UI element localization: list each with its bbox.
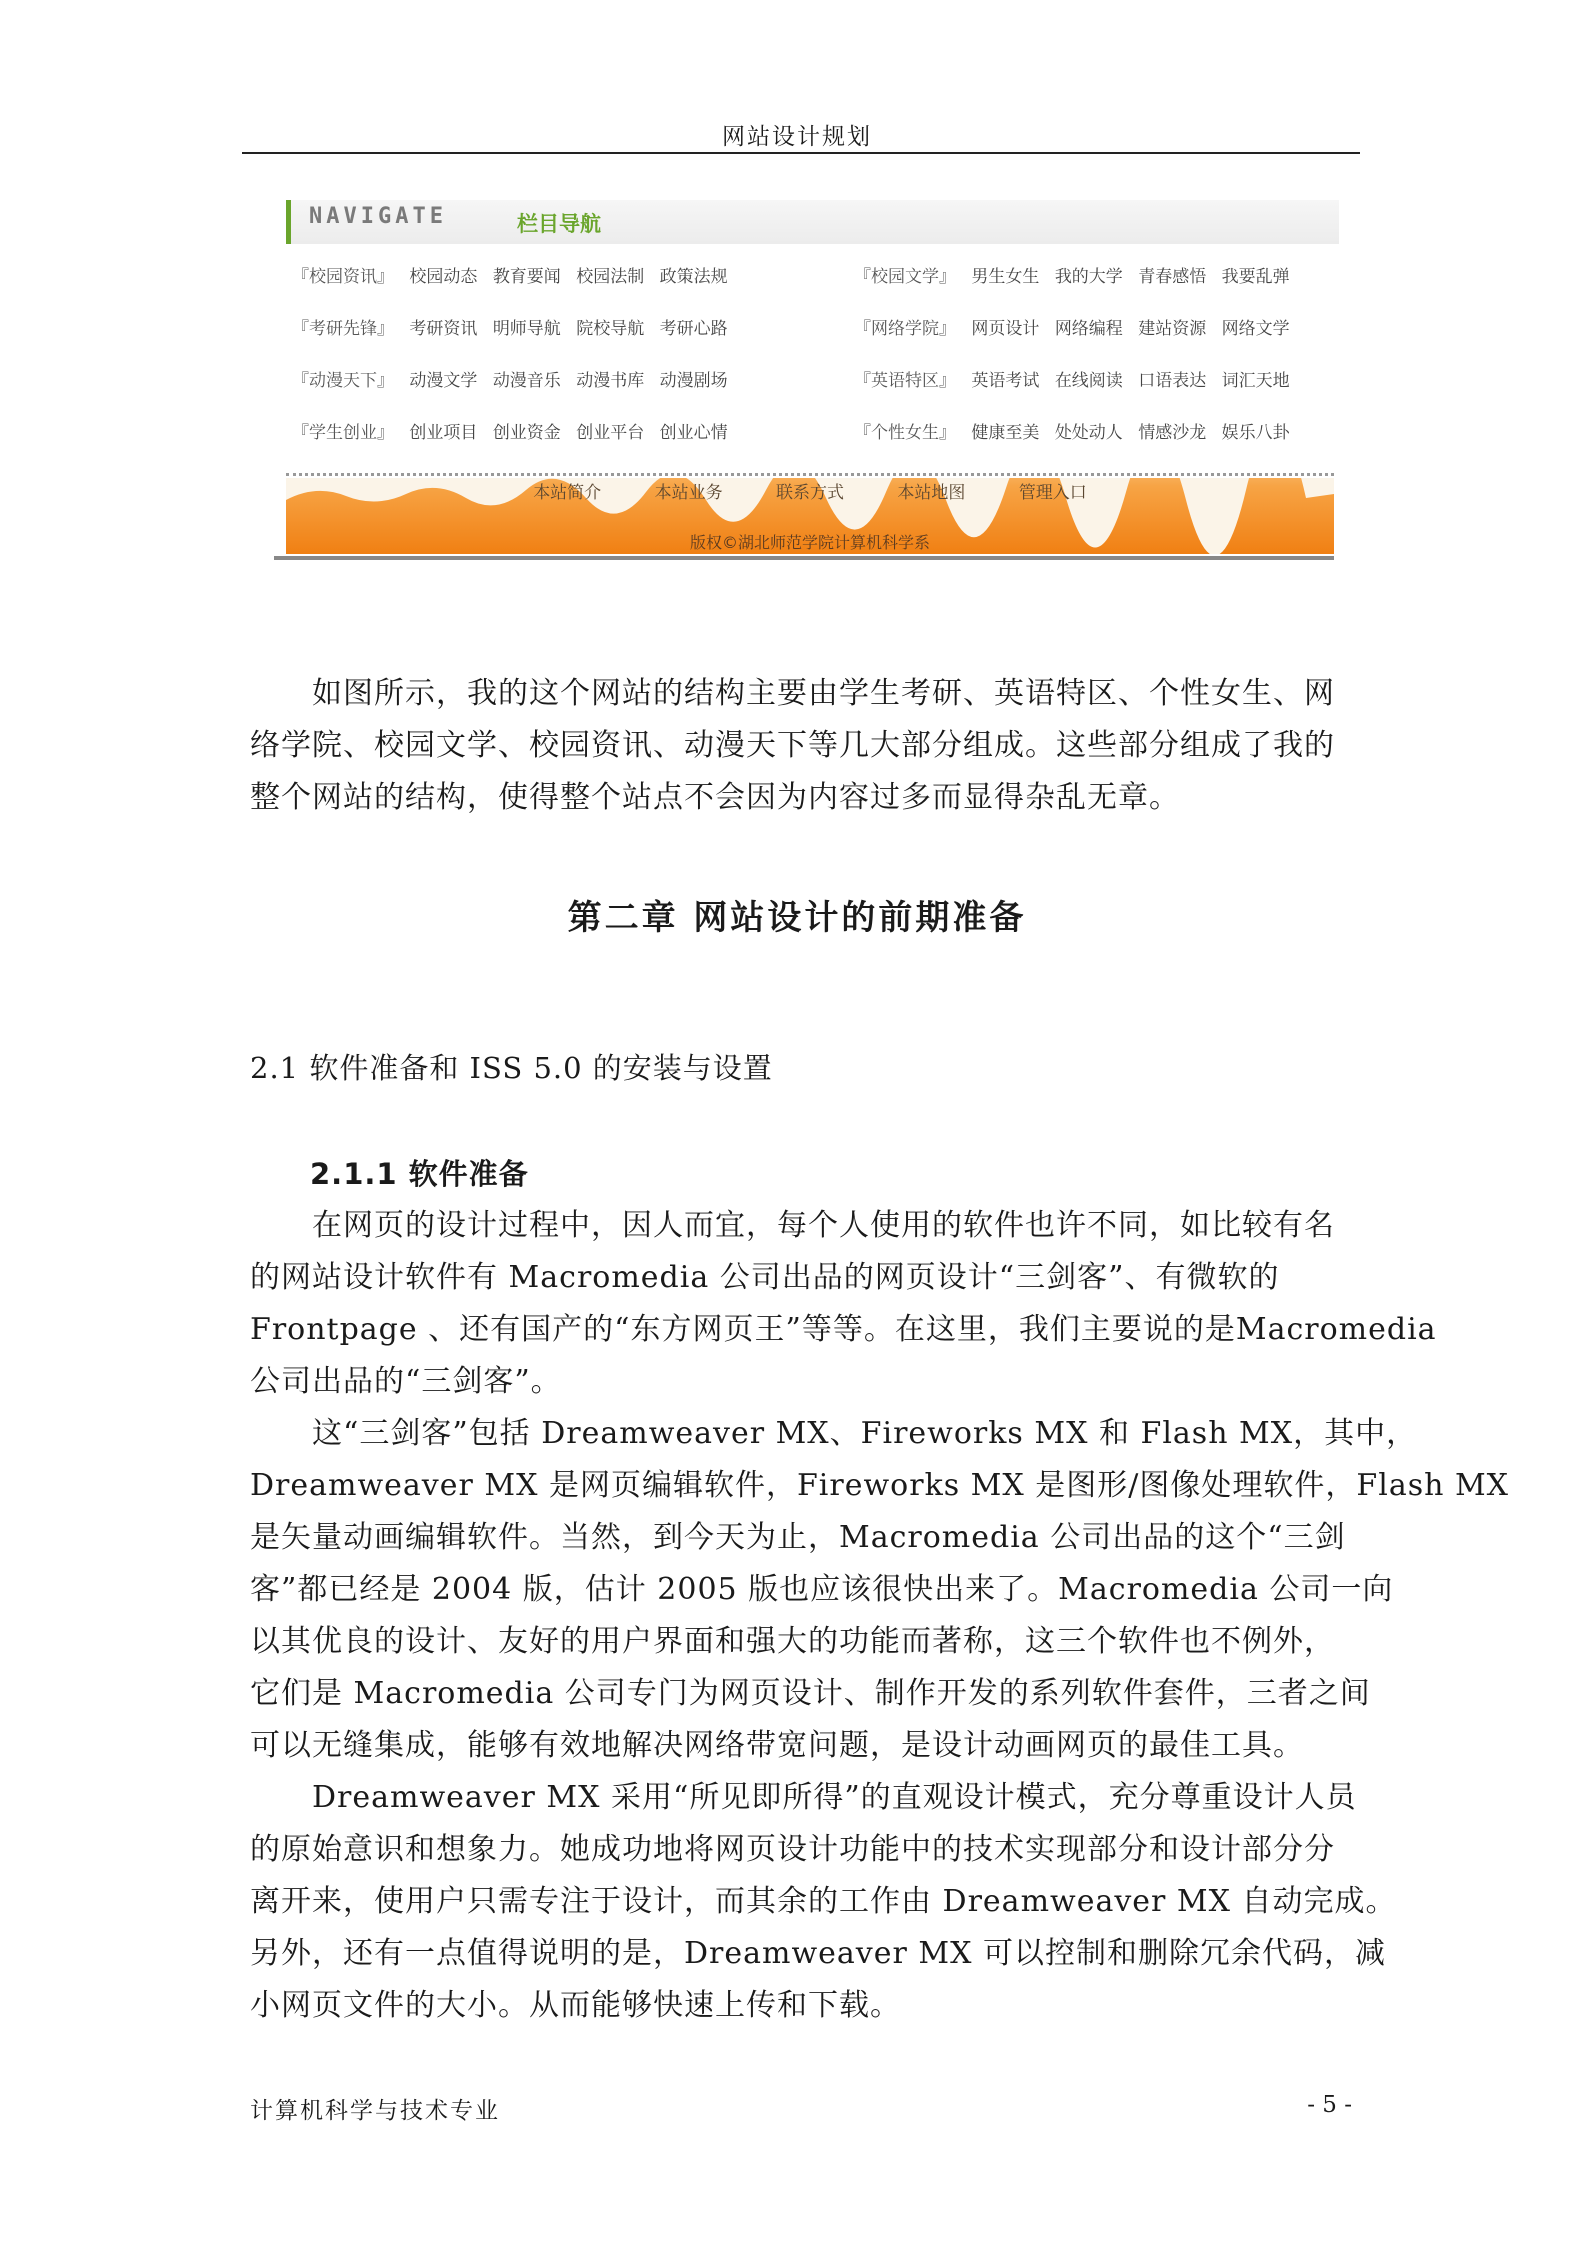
nav-link[interactable]: 健康至美 (971, 423, 1040, 443)
nav-link[interactable]: 网页设计 (971, 319, 1040, 339)
nav-row (292, 314, 738, 339)
footer-link-contact[interactable]: 联系方式 (776, 483, 844, 503)
nav-row (854, 262, 1300, 287)
nav-title-bar (286, 200, 1339, 244)
nav-link[interactable]: 情感沙龙 (1138, 423, 1207, 443)
nav-link[interactable]: 教育要闻 (492, 267, 561, 287)
nav-link[interactable]: 处处动人 (1054, 423, 1123, 443)
nav-category: 『学生创业』 (292, 423, 394, 443)
nav-link[interactable]: 校园动态 (409, 267, 478, 287)
text-line: 公司出品的“三剑客”。 (250, 1364, 562, 1399)
section-title: 2.1 软件准备和 ISS 5.0 的安装与设置 (250, 1051, 773, 1085)
footer-department: 计算机科学与技术专业 (250, 2098, 500, 2124)
nav-link[interactable]: 考研心路 (659, 319, 728, 339)
nav-category: 『英语特区』 (854, 371, 956, 391)
nav-link[interactable]: 创业平台 (576, 423, 645, 443)
nav-link[interactable]: 院校导航 (576, 319, 645, 339)
nav-link[interactable]: 英语考试 (971, 371, 1040, 391)
text-line: Frontpage 、还有国产的“东方网页王”等等。在这里，我们主要说的是Macromedia (250, 1312, 1437, 1347)
nav-row (292, 418, 738, 443)
nav-row (292, 262, 738, 287)
nav-link[interactable]: 娱乐八卦 (1221, 423, 1290, 443)
nav-link[interactable]: 创业资金 (492, 423, 561, 443)
nav-link[interactable]: 创业项目 (409, 423, 478, 443)
text-line: 小网页文件的大小。从而能够快速上传和下载。 (250, 1988, 901, 2023)
text-line: 整个网站的结构，使得整个站点不会因为内容过多而显得杂乱无章。 (250, 780, 1180, 815)
nav-link[interactable]: 考研资讯 (409, 319, 478, 339)
nav-link[interactable]: 在线阅读 (1054, 371, 1123, 391)
text-line: Dreamweaver MX 是网页编辑软件，Fireworks MX 是图形/图像处理软件，Flash MX (250, 1468, 1510, 1503)
text-line: 离开来，使用户只需专注于设计，而其余的工作由 Dreamweaver MX 自动完成。 (250, 1884, 1397, 1919)
nav-link[interactable]: 动漫文学 (409, 371, 478, 391)
text-line: 在网页的设计过程中，因人而宜，每个人使用的软件也许不同，如比较有名 (250, 1208, 1335, 1243)
nav-link[interactable]: 我要乱弹 (1221, 267, 1290, 287)
text-line: 的网站设计软件有 Macromedia 公司出品的网页设计“三剑客”、有微软的 (250, 1260, 1280, 1295)
nav-row (854, 314, 1300, 339)
copyright-text: 版权©湖北师范学院计算机科学系 (689, 533, 930, 552)
running-header: 网站设计规划 (722, 124, 872, 150)
figure-bottom-rule (274, 556, 1334, 560)
nav-category: 『校园文学』 (854, 267, 956, 287)
nav-link[interactable]: 网络文学 (1221, 319, 1290, 339)
footer-link-about[interactable]: 本站简介 (533, 483, 602, 503)
subsection-title: 2.1.1 软件准备 (310, 1157, 529, 1191)
text-line: 这“三剑客”包括 Dreamweaver MX、Fireworks MX 和 Flash MX，其中， (250, 1416, 1418, 1451)
nav-link[interactable]: 我的大学 (1054, 267, 1123, 287)
nav-row (854, 366, 1300, 391)
intro-paragraph (250, 668, 1335, 824)
dotted-divider (286, 473, 1334, 476)
nav-footer-banner (286, 478, 1334, 554)
text-line: 另外，还有一点值得说明的是，Dreamweaver MX 可以控制和删除冗余代码，减 (250, 1936, 1386, 1971)
text-line: 以其优良的设计、友好的用户界面和强大的功能而著称，这三个软件也不例外， (250, 1624, 1335, 1659)
nav-link[interactable]: 口语表达 (1138, 371, 1207, 391)
nav-link[interactable]: 男生女生 (971, 267, 1040, 287)
body-text (250, 1200, 1509, 2032)
nav-link[interactable]: 青春感悟 (1138, 267, 1207, 287)
text-line: 络学院、校园文学、校园资讯、动漫天下等几大部分组成。这些部分组成了我的 (250, 728, 1335, 763)
chapter-title: 第二章 网站设计的前期准备 (567, 898, 1027, 938)
nav-row (854, 418, 1300, 443)
navigate-logo: NAVIGATE (309, 204, 447, 229)
text-line: 如图所示，我的这个网站的结构主要由学生考研、英语特区、个性女生、网 (250, 676, 1335, 711)
page-number: - 5 - (1307, 2092, 1352, 2118)
nav-link[interactable]: 明师导航 (492, 319, 561, 339)
nav-row (292, 366, 738, 391)
nav-category: 『校园资讯』 (292, 267, 394, 287)
nav-link[interactable]: 校园法制 (576, 267, 645, 287)
footer-link-business[interactable]: 本站业务 (654, 483, 723, 503)
footer-link-admin[interactable]: 管理入口 (1018, 483, 1087, 503)
nav-link[interactable]: 动漫书库 (576, 371, 645, 391)
text-line: Dreamweaver MX 采用“所见即所得”的直观设计模式，充分尊重设计人员 (250, 1780, 1357, 1815)
nav-link[interactable]: 动漫剧场 (659, 371, 728, 391)
text-line: 可以无缝集成，能够有效地解决网络带宽问题，是设计动画网页的最佳工具。 (250, 1728, 1304, 1763)
nav-category: 『网络学院』 (854, 319, 956, 339)
nav-title: 栏目导航 (517, 212, 601, 236)
navigation-figure (274, 198, 1334, 563)
footer-link-sitemap[interactable]: 本站地图 (897, 483, 966, 503)
header-rule (242, 152, 1360, 154)
nav-link[interactable]: 建站资源 (1138, 319, 1207, 339)
footer-links (286, 478, 1334, 503)
text-line: 它们是 Macromedia 公司专门为网页设计、制作开发的系列软件套件，三者之间 (250, 1676, 1371, 1711)
text-line: 是矢量动画编辑软件。当然，到今天为止，Macromedia 公司出品的这个“三剑 (250, 1520, 1346, 1555)
nav-category: 『考研先锋』 (292, 319, 394, 339)
nav-link[interactable]: 创业心情 (659, 423, 728, 443)
nav-link[interactable]: 词汇天地 (1221, 371, 1290, 391)
nav-link[interactable]: 网络编程 (1054, 319, 1123, 339)
nav-link[interactable]: 动漫音乐 (492, 371, 561, 391)
nav-category: 『动漫天下』 (292, 371, 394, 391)
text-line: 客”都已经是 2004 版，估计 2005 版也应该很快出来了。Macromedia 公司一向 (250, 1572, 1394, 1607)
nav-link[interactable]: 政策法规 (659, 267, 728, 287)
text-line: 的原始意识和想象力。她成功地将网页设计功能中的技术实现部分和设计部分分 (250, 1832, 1335, 1867)
nav-category: 『个性女生』 (854, 423, 956, 443)
